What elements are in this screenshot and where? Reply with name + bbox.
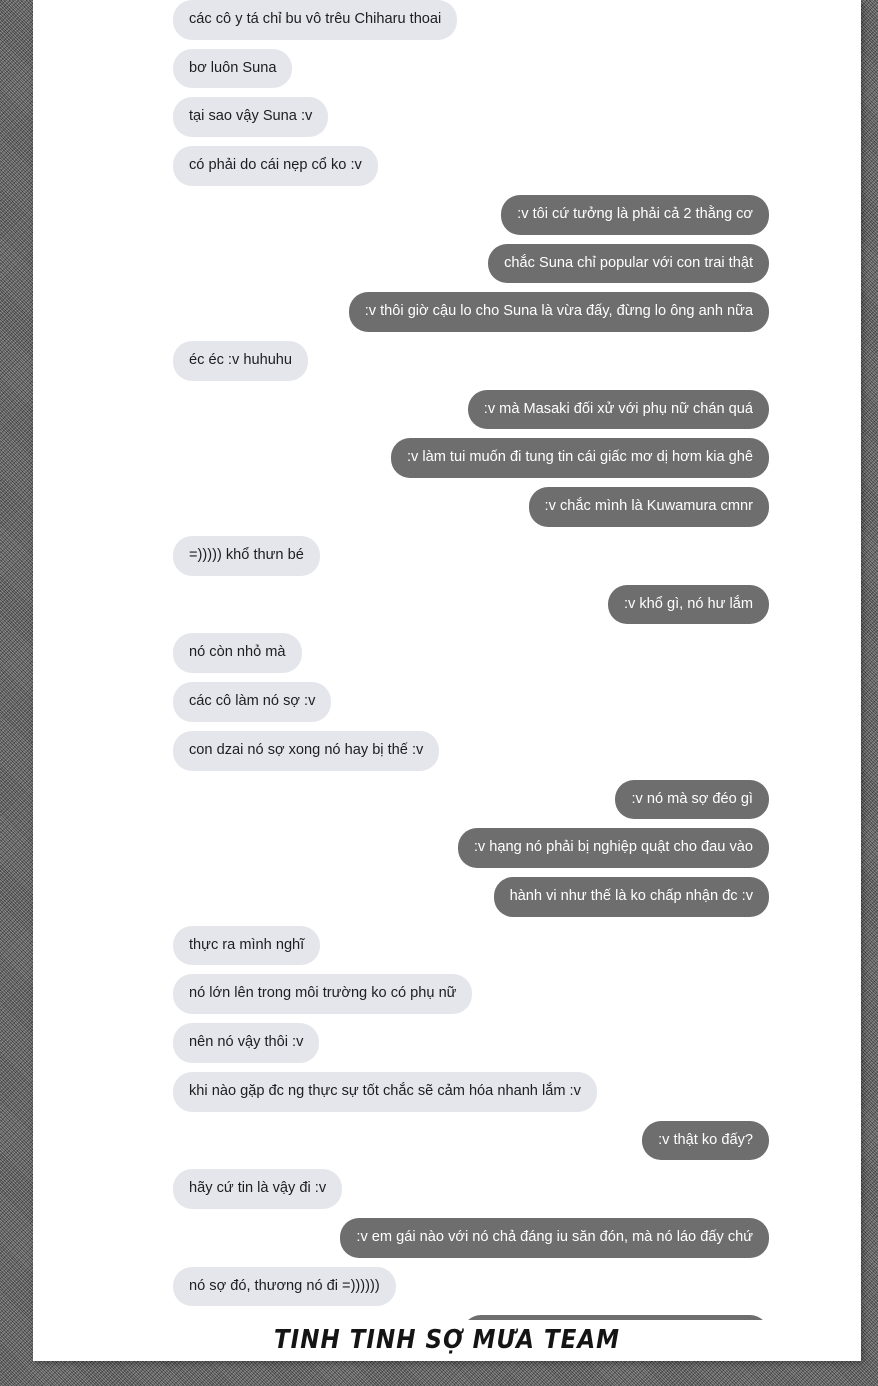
incoming-message-bubble: con dzai nó sợ xong nó hay bị thế :v	[173, 731, 439, 771]
incoming-message-bubble: nó lớn lên trong môi trường ko có phụ nữ	[173, 974, 472, 1014]
message-row	[33, 390, 861, 430]
message-row	[33, 487, 861, 527]
message-row	[33, 438, 861, 478]
outgoing-message-bubble: :v thôi giờ cậu lo cho Suna là vừa đấy, đừng lo ông anh nữa	[349, 292, 769, 332]
outgoing-message-bubble: :v nó mà sợ đéo gì	[615, 780, 769, 820]
message-row	[33, 780, 861, 820]
incoming-message-bubble: hãy cứ tin là vậy đi :v	[173, 1169, 342, 1209]
outgoing-message-bubble: :v thật ko đấy?	[642, 1121, 769, 1161]
outgoing-message-bubble: :v hạng nó phải bị nghiệp quật cho đau vào	[458, 828, 769, 868]
chat-message-list	[33, 0, 861, 1320]
outgoing-message-bubble: hành vi như thế là ko chấp nhận đc :v	[494, 877, 769, 917]
message-row	[33, 1169, 861, 1209]
message-row	[33, 974, 861, 1014]
outgoing-message-bubble: chắc Suna chỉ popular với con trai thật	[488, 244, 769, 284]
incoming-message-bubble: khi nào gặp đc ng thực sự tốt chắc sẽ cảm hóa nhanh lắm :v	[173, 1072, 597, 1112]
message-row	[33, 292, 861, 332]
message-row	[33, 1315, 861, 1320]
message-row	[33, 731, 861, 771]
outgoing-message-bubble: :v mà Masaki đối xử với phụ nữ chán quá	[468, 390, 769, 430]
scanlation-team-credit: TINH TINH SỢ MƯA TEAM	[273, 1325, 621, 1355]
incoming-message-bubble: các cô làm nó sợ :v	[173, 682, 331, 722]
message-row	[33, 633, 861, 673]
message-row	[33, 1218, 861, 1258]
incoming-message-bubble: bơ luôn Suna	[173, 49, 292, 89]
message-row	[33, 49, 861, 89]
message-row	[33, 682, 861, 722]
incoming-message-bubble: các cô y tá chỉ bu vô trêu Chiharu thoai	[173, 0, 457, 40]
message-row	[33, 341, 861, 381]
message-row	[33, 926, 861, 966]
outgoing-message-bubble: :v làm tui muốn đi tung tin cái giấc mơ dị hơm kia ghê	[391, 438, 769, 478]
outgoing-message-bubble: :v tôi cứ tưởng là phải cả 2 thằng cơ	[501, 195, 769, 235]
incoming-message-bubble: thực ra mình nghĩ	[173, 926, 320, 966]
incoming-message-bubble: có phải do cái nẹp cổ ko :v	[173, 146, 378, 186]
comic-page-sheet	[33, 0, 861, 1361]
outgoing-message-bubble	[462, 1315, 769, 1320]
outgoing-message-bubble: :v chắc mình là Kuwamura cmnr	[529, 487, 769, 527]
outgoing-message-bubble: :v em gái nào với nó chả đáng iu săn đón, mà nó láo đấy chứ	[340, 1218, 769, 1258]
message-row	[33, 585, 861, 625]
message-row	[33, 244, 861, 284]
message-row	[33, 1267, 861, 1307]
incoming-message-bubble: nó sợ đó, thương nó đi =))))))	[173, 1267, 396, 1307]
message-row	[33, 536, 861, 576]
incoming-message-bubble: tại sao vậy Suna :v	[173, 97, 328, 137]
message-row	[33, 1072, 861, 1112]
message-row	[33, 1121, 861, 1161]
incoming-message-bubble: éc éc :v huhuhu	[173, 341, 308, 381]
message-row	[33, 146, 861, 186]
message-row	[33, 877, 861, 917]
incoming-message-bubble: nó còn nhỏ mà	[173, 633, 302, 673]
message-row	[33, 195, 861, 235]
message-row	[33, 97, 861, 137]
message-row	[33, 1023, 861, 1063]
incoming-message-bubble: nên nó vậy thôi :v	[173, 1023, 319, 1063]
message-row	[33, 828, 861, 868]
incoming-message-bubble: =))))) khổ thưn bé	[173, 536, 320, 576]
outgoing-message-bubble: :v khổ gì, nó hư lắm	[608, 585, 769, 625]
message-row	[33, 0, 861, 40]
